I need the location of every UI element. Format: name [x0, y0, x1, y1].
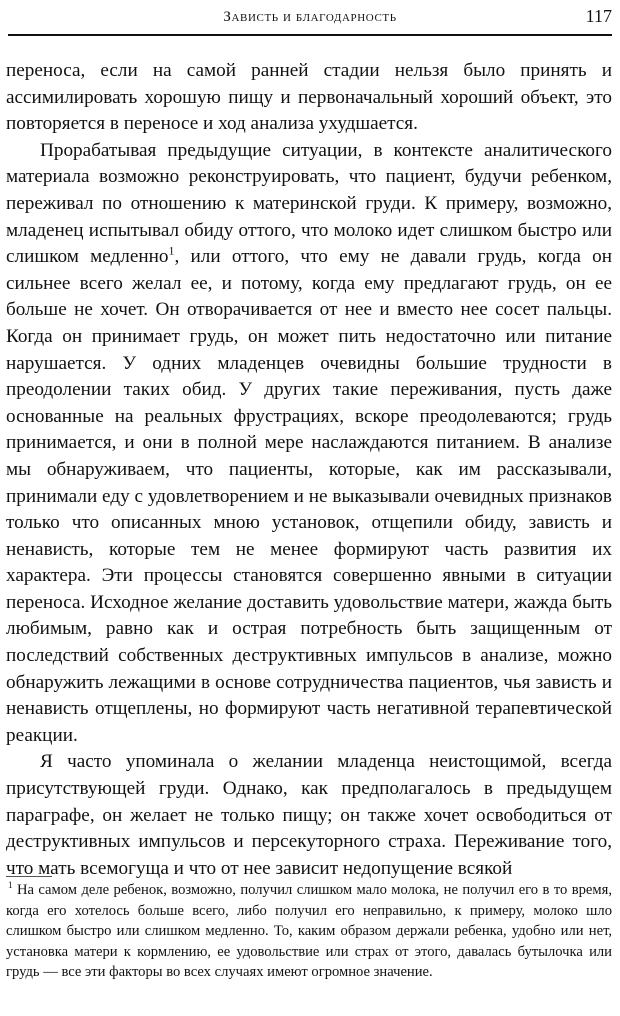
footnote-1-text: На самом деле ребенок, возможно, получил слишком мало молока, не получил его в то время, когда его хотелось больше всего, либо получил его неправильно, к примеру, молоко шло слишком быстро или слишком медленно. То, каким образом держали ребенка, удобно или нет, установка матери к кормлению, ее удовольствие или страх от этого, давалась бутылочка или грудь — все эти факторы во всех случаях имеют огромное значение. [6, 882, 612, 981]
paragraph-2-part-a: Прорабатывая предыдущие ситуации, в контексте аналитического материала возможно реконструировать, что пациент, будучи ребенком, переживал по отношению к материнской груди. К примеру, возможно, младенец испытывал обиду оттого, что молоко идет слишком быстро или слишком медленно [6, 139, 612, 268]
header-rule [8, 34, 612, 36]
paragraph-2 [6, 138, 612, 750]
footnote-1 [6, 880, 612, 983]
running-title: Зависть и благодарность [223, 9, 397, 25]
paragraph-3: Я часто упоминала о желании младенца неистощимой, всегда присутствующей груди. Однако, как предполагалось в предыдущем параграфе, он желает не только пищу; он также хочет освободиться от деструктивных импульсов и персекуторного страха. Переживание того, что мать всемогуща и что от нее зависит недопущение всякой [6, 751, 612, 879]
footnote-mark: 1 [8, 880, 13, 891]
footnote-reference: 1 [168, 243, 175, 258]
footnote-rule [6, 876, 52, 877]
main-text [6, 58, 612, 882]
page-number: 117 [585, 6, 612, 26]
running-head [8, 6, 612, 32]
footnotes [6, 880, 612, 983]
paragraph-1: переноса, если на самой ранней стадии нельзя было принять и ассимилировать хорошую пищу и первоначальный хороший объект, это повторяется в переносе и ход анализа ухудшается. [6, 60, 612, 135]
paragraph-2-part-b: , или оттого, что ему не давали грудь, когда он сильнее всего желал ее, и потому, когда ему предлагают грудь, он ее больше не хочет. Он отворачивается от нее и вместо нее сосет пальцы. Когда он принимает грудь, он может пить недостаточно или питание нарушается. У одних младенцев очевидны большие трудности в преодолении таких обид. У других такие переживания, пусть даже основанные на реальных фрустрациях, вскоре преодолеваются; грудь принимается, и они в полной мере наслаждаются питанием. В анализе мы обнаруживаем, что пациенты, которые, как им рассказывали, принимали еду с удовлетворением и не выказывали очевидных признаков только что описанных мною установок, отщепили обиду, зависть и ненависть, которые тем не менее формируют часть развития их характера. Эти процессы становятся совершенно явными в ситуации переноса. Исходное желание доставить удовольствие матери, жажда быть любимым, равно как и острая потребность быть защищенным от последствий собственных деструктивных импульсов в анализе, можно обнаружить лежащими в основе сотрудничества пациентов, чья зависть и ненависть отщеплены, но формируют часть негативной терапевтической реакции. [6, 246, 612, 746]
